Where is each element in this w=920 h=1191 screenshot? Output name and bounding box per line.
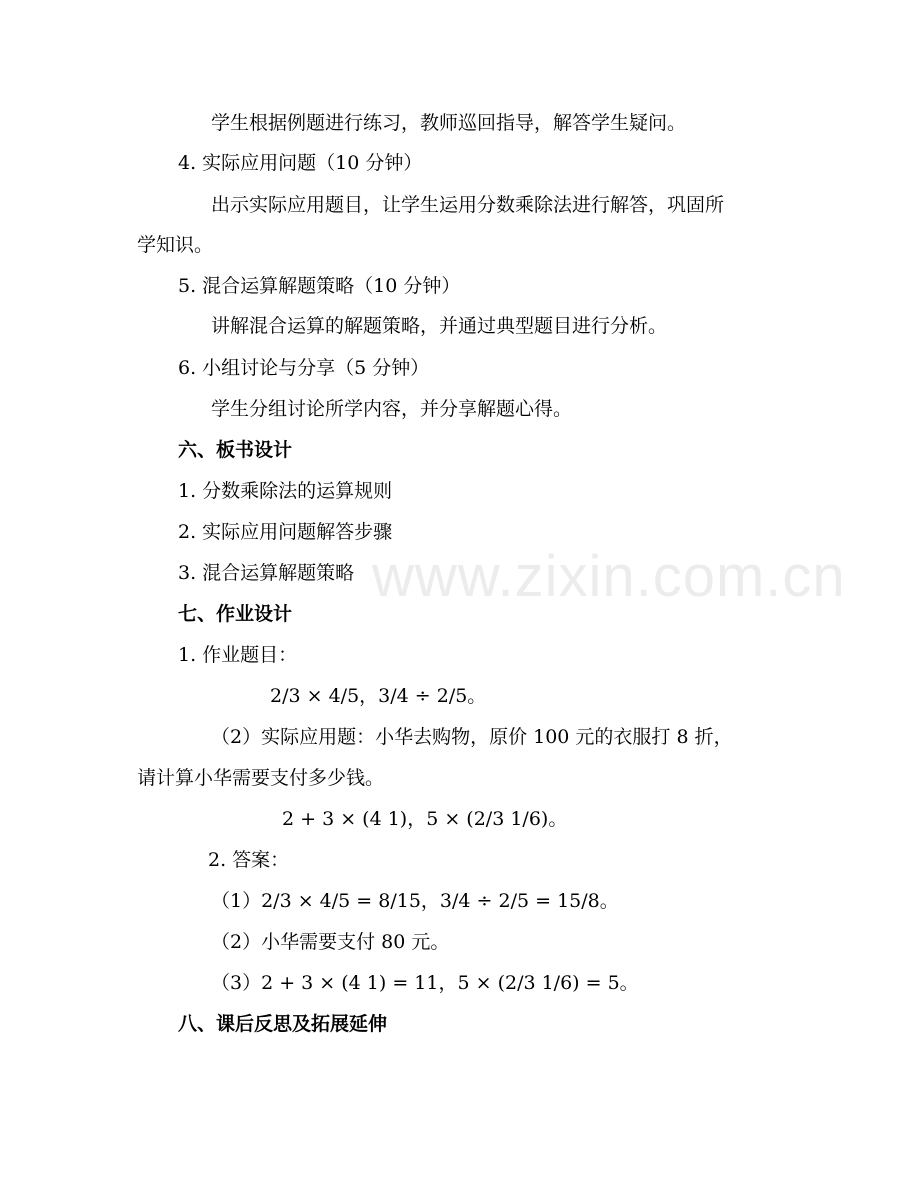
section-heading-homework: 七、作业设计: [178, 603, 293, 625]
board-item-2: 2. 实际应用问题解答步骤: [178, 521, 393, 543]
section-heading-board-design: 六、板书设计: [178, 439, 293, 461]
answers-heading: 2. 答案：: [208, 849, 290, 871]
homework-expression-1: 2/3 × 4/5，3/4 ÷ 2/5。: [270, 685, 487, 707]
paragraph-discussion: 学生分组讨论所学内容，并分享解题心得。: [211, 398, 573, 420]
board-item-3: 3. 混合运算解题策略: [178, 562, 355, 584]
answer-3: （3）2 + 3 × (4 1) = 11，5 × (2/3 1/6) = 5。: [211, 972, 639, 994]
list-item-4: 4. 实际应用问题（10 分钟）: [178, 152, 423, 174]
list-item-6: 6. 小组讨论与分享（5 分钟）: [178, 357, 430, 379]
answer-1: （1）2/3 × 4/5 = 8/15，3/4 ÷ 2/5 = 15/8。: [211, 890, 619, 912]
board-item-1: 1. 分数乘除法的运算规则: [178, 480, 393, 502]
homework-item-1: 1. 作业题目：: [178, 644, 298, 666]
homework-word-problem-2: 请计算小华需要支付多少钱。: [137, 767, 385, 789]
watermark-text: www.zixin.com.cn: [372, 544, 846, 609]
paragraph-application-1: 出示实际应用题目，让学生运用分数乘除法进行解答，巩固所: [211, 194, 725, 216]
answer-2: （2）小华需要支付 80 元。: [211, 931, 450, 953]
list-item-5: 5. 混合运算解题策略（10 分钟）: [178, 275, 461, 297]
paragraph-application-2: 学知识。: [137, 234, 214, 256]
homework-expression-2: 2 + 3 × (4 1)，5 × (2/3 1/6)。: [282, 808, 568, 830]
section-heading-reflection: 八、课后反思及拓展延伸: [178, 1013, 388, 1035]
paragraph-practice: 学生根据例题进行练习，教师巡回指导，解答学生疑问。: [211, 112, 687, 134]
paragraph-strategy: 讲解混合运算的解题策略，并通过典型题目进行分析。: [211, 315, 668, 337]
homework-word-problem-1: （2）实际应用题：小华去购物，原价 100 元的衣服打 8 折，: [211, 726, 733, 748]
